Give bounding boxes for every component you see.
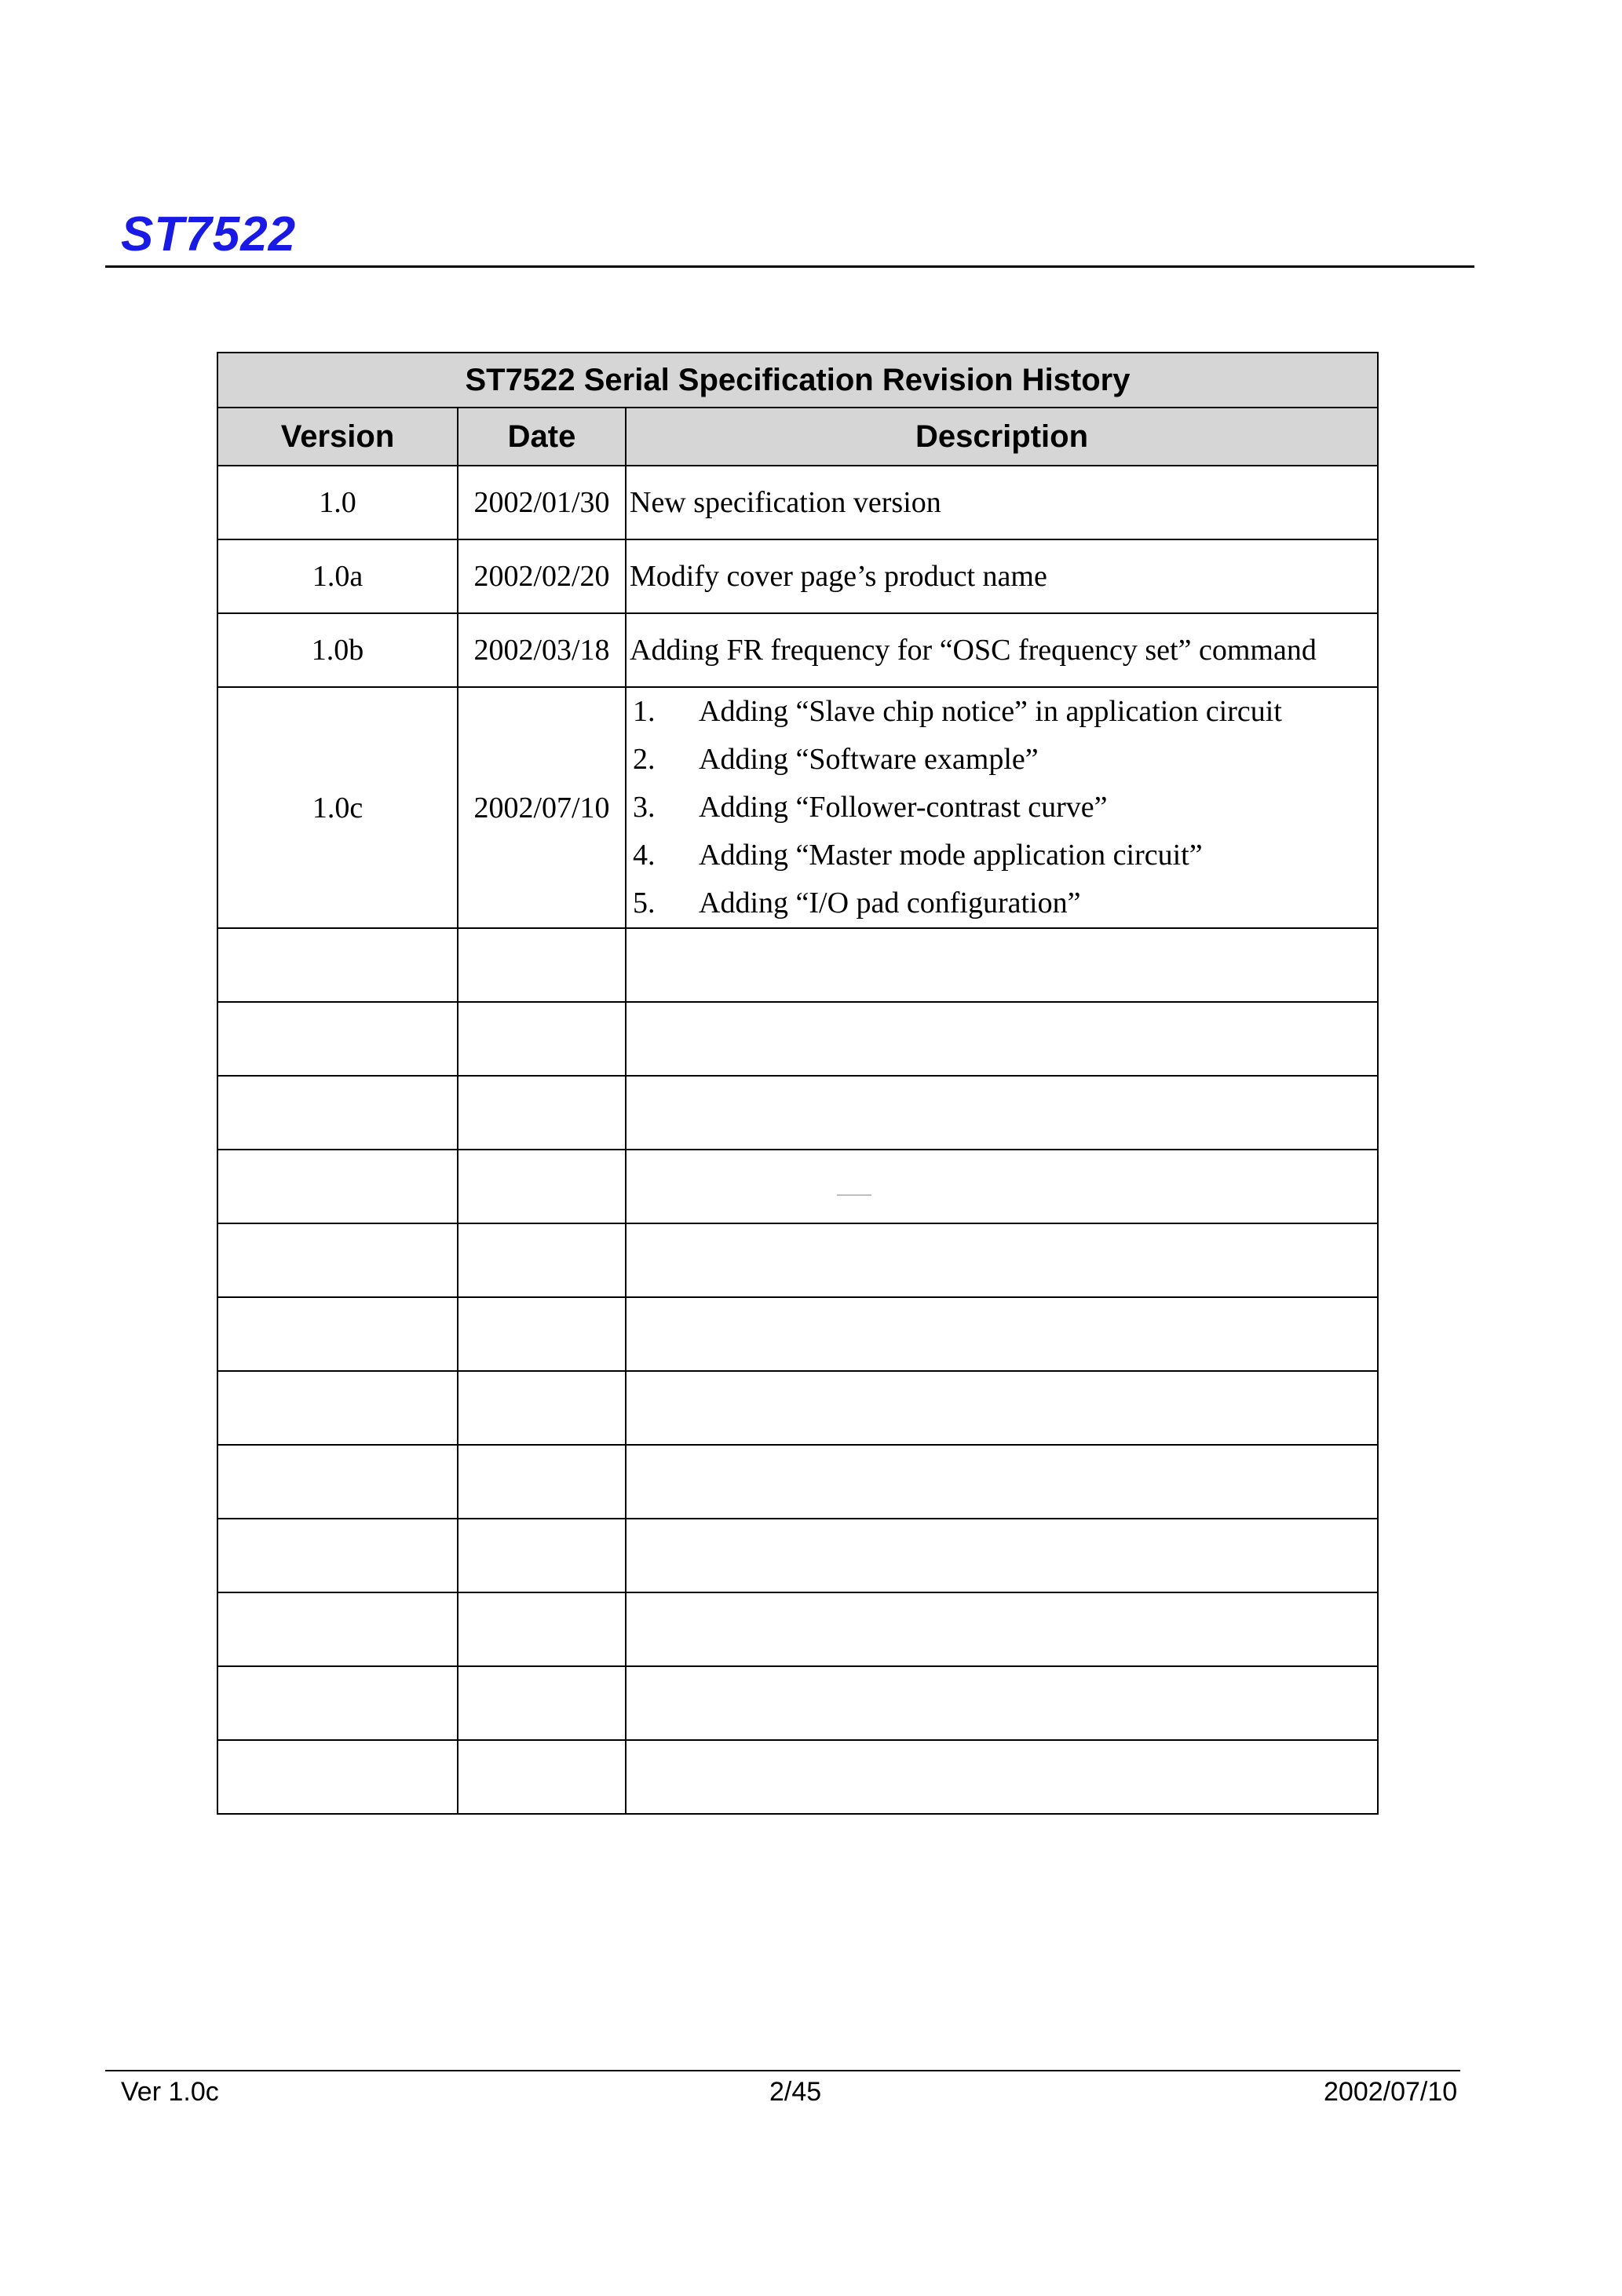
empty-table-row [217,1297,1378,1371]
footer-divider [105,2070,1460,2071]
footer-date: 2002/07/10 [1324,2077,1458,2107]
empty-cell [458,1150,626,1223]
table-title: ST7522 Serial Specification Revision History [217,353,1378,408]
empty-cell [626,1371,1378,1445]
empty-cell [626,1519,1378,1592]
table-row [217,539,1378,613]
empty-cell [217,1445,458,1519]
description-cell [626,687,1378,928]
empty-cell [217,1002,458,1076]
empty-cell [458,928,626,1002]
empty-table-row [217,1076,1378,1150]
description-cell: Adding FR frequency for “OSC frequency set” command [626,613,1378,687]
empty-cell [217,1076,458,1150]
empty-table-row [217,928,1378,1002]
table-row [217,466,1378,539]
empty-cell [217,1666,458,1740]
date-cell: 2002/07/10 [458,687,626,928]
date-cell: 2002/03/18 [458,613,626,687]
empty-table-row [217,1371,1378,1445]
change-list [630,688,1377,927]
version-cell: 1.0a [217,539,458,613]
date-cell: 2002/02/20 [458,539,626,613]
empty-cell [217,928,458,1002]
empty-cell [626,1150,1378,1223]
empty-cell [458,1666,626,1740]
version-cell: 1.0c [217,687,458,928]
empty-cell [626,1445,1378,1519]
empty-table-row [217,1666,1378,1740]
header-divider [105,265,1474,268]
empty-cell [458,1297,626,1371]
description-cell: New specification version [626,466,1378,539]
empty-cell [458,1076,626,1150]
empty-cell [217,1223,458,1297]
empty-cell [458,1445,626,1519]
empty-cell [217,1150,458,1223]
list-item [633,784,1377,832]
column-header-date: Date [458,408,626,466]
empty-cell [626,1592,1378,1666]
list-text: Adding “I/O pad configuration” [699,887,1081,919]
empty-cell [458,1519,626,1592]
empty-cell [458,1740,626,1814]
version-cell: 1.0b [217,613,458,687]
list-number: 1. [633,695,656,728]
empty-table-row [217,1740,1378,1814]
column-header-description: Description [626,408,1378,466]
table-row [217,687,1378,928]
empty-cell [626,1223,1378,1297]
list-item [633,736,1377,784]
empty-table-row [217,1592,1378,1666]
list-text: Adding “Master mode application circuit” [699,839,1203,872]
empty-cell [217,1592,458,1666]
empty-cell [217,1740,458,1814]
version-cell: 1.0 [217,466,458,539]
empty-cell [626,1666,1378,1740]
list-item [633,832,1377,879]
list-number: 5. [633,887,656,919]
empty-cell [626,1002,1378,1076]
page-title: ST7522 [121,207,297,261]
list-number: 3. [633,791,656,824]
empty-cell [626,928,1378,1002]
empty-cell [458,1592,626,1666]
empty-cell [626,1076,1378,1150]
list-number: 2. [633,743,656,776]
list-item [633,879,1377,927]
footer-page-number: 2/45 [769,2077,822,2107]
table-row [217,613,1378,687]
empty-table-row [217,1223,1378,1297]
date-cell: 2002/01/30 [458,466,626,539]
empty-table-row [217,1519,1378,1592]
list-text: Adding “Slave chip notice” in application circuit [699,695,1282,728]
empty-cell [217,1371,458,1445]
list-text: Adding “Software example” [699,743,1039,776]
revision-history-table [217,352,1379,1815]
empty-cell [217,1297,458,1371]
empty-cell [458,1223,626,1297]
column-header-version: Version [217,408,458,466]
footer-version: Ver 1.0c [121,2077,219,2107]
list-number: 4. [633,839,656,872]
faint-mark [837,1194,871,1196]
empty-cell [626,1297,1378,1371]
description-cell: Modify cover page’s product name [626,539,1378,613]
empty-cell [458,1002,626,1076]
empty-cell [458,1371,626,1445]
empty-table-row [217,1150,1378,1223]
empty-cell [626,1740,1378,1814]
list-item [633,688,1377,736]
empty-table-row [217,1002,1378,1076]
empty-cell [217,1519,458,1592]
list-text: Adding “Follower-contrast curve” [699,791,1108,824]
empty-table-row [217,1445,1378,1519]
